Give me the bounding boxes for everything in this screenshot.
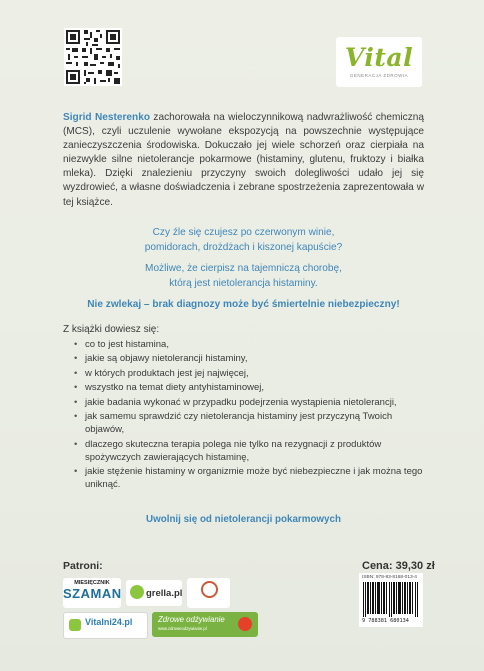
list-item: • jakie są objawy nietolerancji histaminy, — [74, 352, 424, 365]
apple-icon — [238, 617, 252, 631]
zdrowe-name: Zdrowe odżywianie — [158, 615, 225, 624]
question-1 — [63, 226, 424, 255]
szaman-name: SZAMAN — [63, 586, 122, 601]
sponsor-logo-szaman — [63, 578, 121, 608]
price: Cena: 39,30 zł — [362, 560, 435, 572]
patrons-label: Patroni: — [63, 560, 103, 572]
sponsor-logo-third — [187, 578, 230, 608]
question-2 — [63, 262, 424, 291]
topics-list — [74, 338, 424, 493]
vitalni-icon — [69, 619, 81, 631]
qr-code-graphic — [64, 28, 122, 86]
logo-tagline: GENERACJA ZDROWIA — [349, 73, 409, 78]
question-1-line-2: pomidorach, drożdżach i kiszonej kapuście? — [144, 241, 343, 253]
question-2-line-2: którą jest nietolerancja histaminy. — [169, 277, 318, 289]
sponsor-logo-zdrowe-odzywianie — [152, 612, 258, 637]
list-item: • co to jest histamina, — [74, 338, 424, 351]
list-item: • jakie stężenie histaminy w organizmie może być niebezpieczne i jak można tego uniknąć. — [74, 465, 424, 491]
intro-text: zachorowała na wieloczynnikową nadwrażliwość chemiczną (MCS), czyli uczulenie wywołane ekspozycją na powszechnie występujące zanieczyszczenia środowiska. Dokuczało jej wiele schorzeń oraz cierpiała na niezwykle silne nietolerancje pokarmowe (histaminy, glutenu, fruktozy i białka mleka). Dzięki znalezieniu przyczyny swoich dolegliwości udało jej się wyzdrowieć, a własne doświadczenia i zebrane spostrzeżenia zaprezentowała w tej książce. — [63, 112, 424, 208]
list-item: • jakie badania wykonać w przypadku podejrzenia wystąpienia nietolerancji, — [74, 396, 424, 409]
list-item: • w których produktach jest jej najwięcej, — [74, 367, 424, 380]
ring-icon — [201, 581, 218, 598]
list-item: • dlaczego skuteczna terapia polega nie tylko na rezygnacji z produktów spożywczych zawierających histaminę, — [74, 438, 424, 464]
vitalni-name: Vitalni24.pl — [85, 617, 133, 627]
motto: Uwolnij się od nietolerancji pokarmowych — [146, 514, 341, 525]
szaman-top: MIESIĘCZNIK — [74, 580, 110, 586]
author-name: Sigrid Nesterenko — [63, 112, 150, 123]
author-intro-paragraph — [63, 111, 424, 210]
list-item: • wszystko na temat diety antyhistaminowej, — [74, 381, 424, 394]
isbn: ISBN: 978-83-8168-013-4 — [362, 575, 417, 580]
warning-line: Nie zwlekaj – brak diagnozy może być śmiertelnie niebezpieczny! — [87, 299, 400, 310]
publisher-logo — [336, 37, 422, 87]
question-1-line-1: Czy źle się czujesz po czerwonym winie, — [152, 227, 335, 238]
logo-brand: Vital — [344, 43, 414, 72]
grella-icon — [130, 585, 144, 599]
qr-code — [64, 28, 122, 86]
barcode-bars — [363, 582, 419, 617]
list-item: • jak samemu sprawdzić czy nietolerancja histaminy jest przyczyną Twoich objawów, — [74, 410, 424, 436]
grella-name: grella.pl — [146, 588, 183, 599]
sponsor-logo-grella — [126, 580, 182, 606]
barcode — [359, 573, 423, 627]
question-2-line-1: Możliwe, że cierpisz na tajemniczą chorobę, — [145, 263, 342, 274]
zdrowe-url: www.zdroweodzywianie.pl — [158, 626, 207, 631]
barcode-number: 9 788381 680134 — [362, 618, 409, 624]
sponsor-logo-vitalni24 — [63, 612, 148, 639]
list-heading: Z książki dowiesz się: — [63, 324, 160, 335]
